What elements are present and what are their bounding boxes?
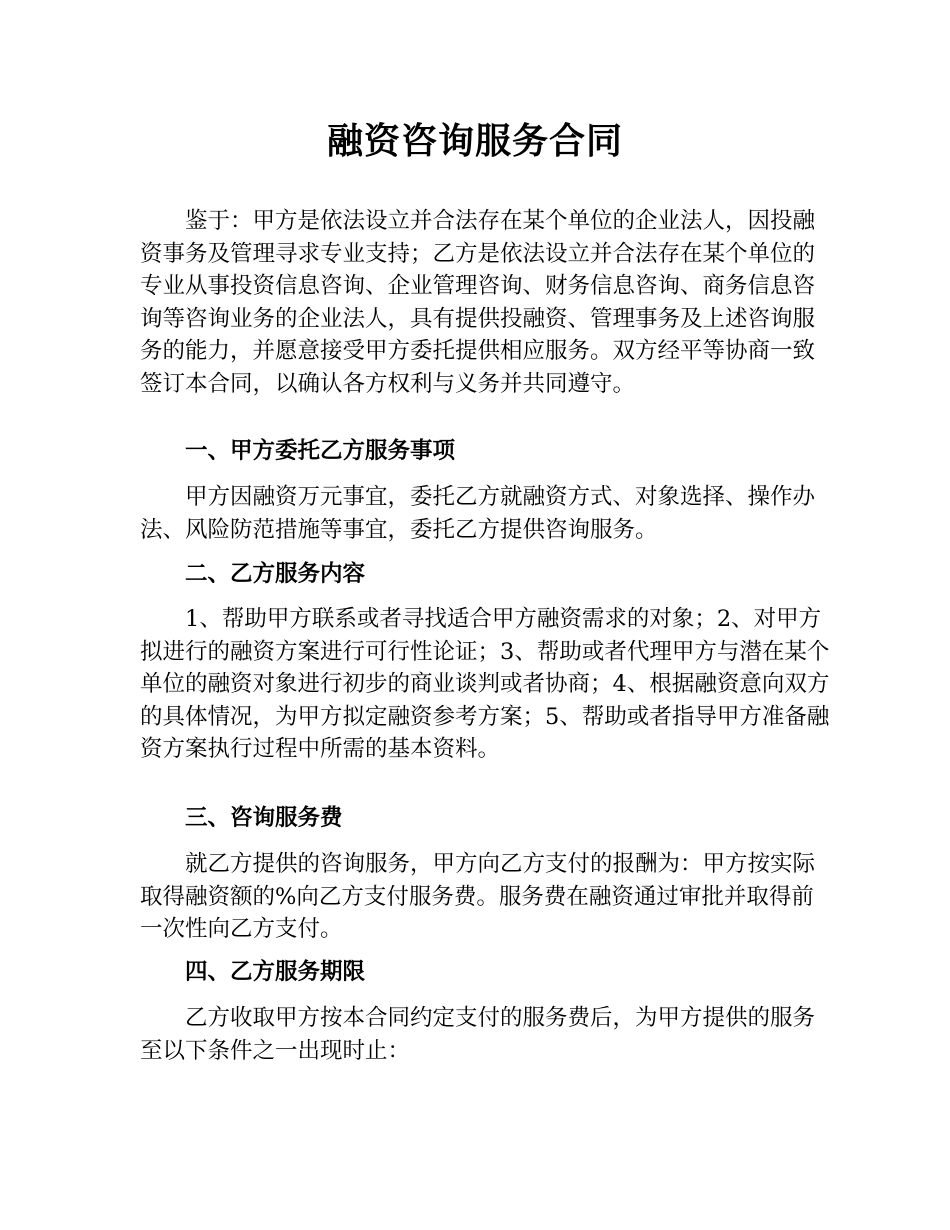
document-title: 融资咨询服务合同	[326, 121, 623, 162]
section-1-heading: 一、甲方委托乙方服务事项	[185, 438, 456, 464]
section-2-body: 1、帮助甲方联系或者寻找适合甲方融资需求的对象；2、对甲方拟进行的融资方案进行可行性论证；3、帮助或者代理甲方与潜在某个单位的融资对象进行初步的商业谈判或者协商；4、根据融资意向双方的具体情况，为甲方拟定融资参考方案；5、帮助或者指导甲方准备融资方案执行过程中所需的基本资料。	[140, 606, 830, 762]
section-3-body: 就乙方提供的咨询服务，甲方向乙方支付的报酬为：甲方按实际取得融资额的%向乙方支付服务费。服务费在融资通过审批并取得前一次性向乙方支付。	[140, 851, 816, 942]
section-4-heading: 四、乙方服务期限	[185, 959, 366, 985]
preamble-paragraph: 鉴于：甲方是依法设立并合法存在某个单位的企业法人，因投融资事务及管理寻求专业支持；乙方是依法设立并合法存在某个单位的专业从事投资信息咨询、企业管理咨询、财务信息咨询、商务信息咨询等咨询业务的企业法人，具有提供投融资、管理事务及上述咨询服务的能力，并愿意接受甲方委托提供相应服务。双方经平等协商一致签订本合同，以确认各方权利与义务并共同遵守。	[140, 208, 816, 397]
section-3-heading: 三、咨询服务费	[185, 805, 343, 831]
section-2-heading: 二、乙方服务内容	[185, 561, 366, 587]
section-1-body: 甲方因融资万元事宜，委托乙方就融资方式、对象选择、操作办法、风险防范措施等事宜，委托乙方提供咨询服务。	[140, 484, 816, 543]
section-4-body: 乙方收取甲方按本合同约定支付的服务费后，为甲方提供的服务至以下条件之一出现时止：	[140, 1005, 816, 1064]
